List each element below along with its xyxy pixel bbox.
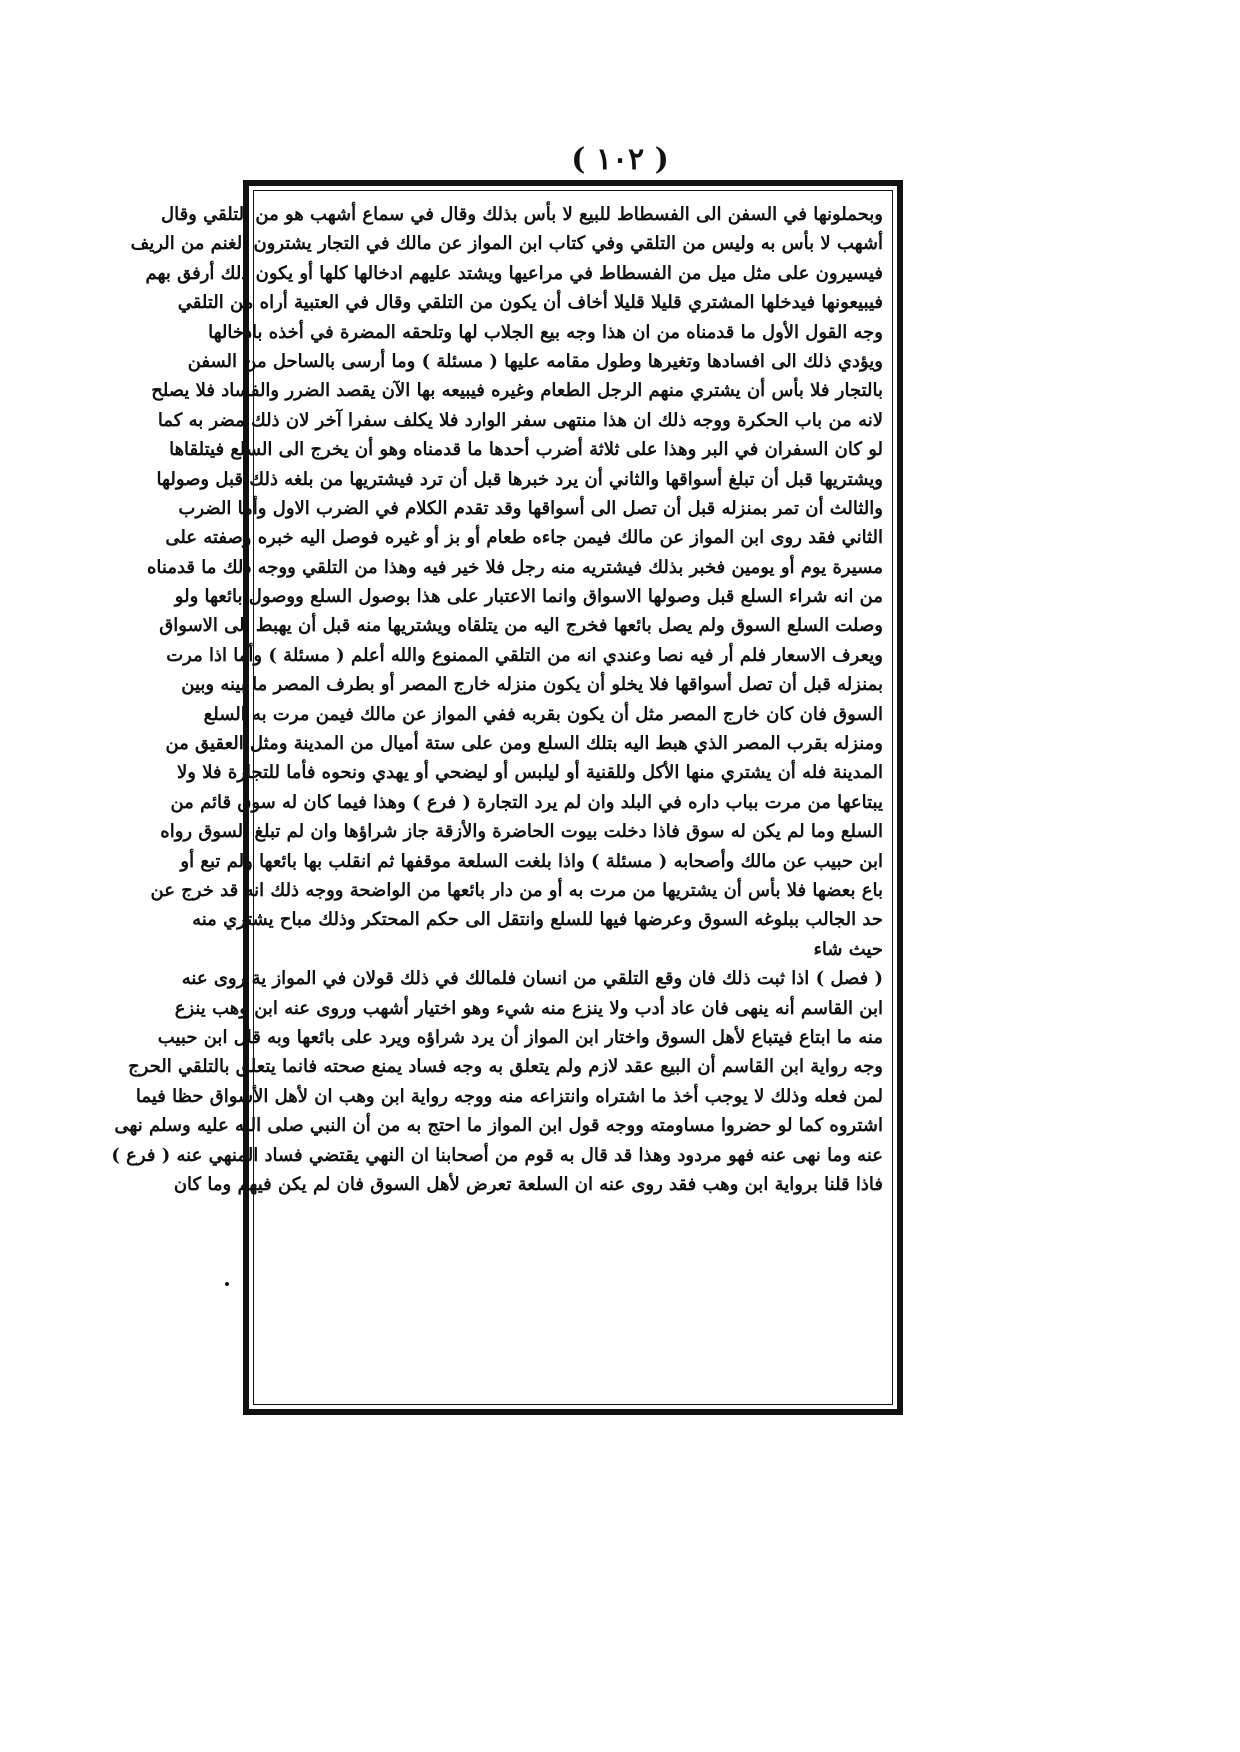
text-line: لو كان السفران في البر وهذا على ثلاثة أضرب أحدها ما قدمناه وهو أن يخرج الى السلع فيتلقاها [169,439,883,461]
text-line: لمن فعله وذلك لا يوجب أخذ ما اشتراه وانتزاعه منه ووجه رواية ابن وهب ان لأهل الأسواق حظا فيما [135,1085,883,1107]
text-line: الثاني فقد روى ابن المواز عن مالك فيمن جاءه طعام أو بز أو غيره فوصل اليه خبره وصفته على [165,527,883,549]
text-line: المدينة فله أن يشتري منها الأكل وللقنية أو ليلبس أو ليضحي أو يهدي ونحوه فأما للتجارة فلا ولا [177,762,883,784]
text-line: ( فصل ) اذا ثبت ذلك فان وقع التلقي من انسان فلمالك في ذلك قولان في المواز ية روى عنه [181,968,883,990]
text-line: فاذا قلنا برواية ابن وهب فقد روى عنه ان السلعة تعرض لأهل السوق فان لم يكن فيهم وما كان [173,1173,883,1195]
text-line: ومنزله بقرب المصر الذي هبط اليه بتلك السلع ومن على ستة أميال من المدينة ومثل العقيق من [165,733,883,755]
text-line: حيث شاء [813,938,883,960]
text-line: اشتروه كما لو حضروا مساومته ووجه قول ابن المواز ما احتج به من أن النبي صلى الله عليه وسلم نهى [114,1115,883,1137]
text-line: بمنزله قبل أن تصل أسواقها فلا يخلو أن يكون منزله خارج المصر أو بطرف المصر ما بينه وبين [181,674,883,696]
text-line: حد الجالب ببلوغه السوق وعرضها فيها للسلع وانتقل الى حكم المحتكر وذلك مباح يشتري منه [192,909,883,931]
text-line [263,1199,883,1228]
text-line: ويعرف الاسعار فلم أر فيه نصا وعندي انه من التلقي الممنوع والله أعلم ( مسئلة ) وأما اذا مرت [166,644,883,666]
text-line: فيبيعونها فيدخلها المشتري قليلا قليلا أخاف أن يكون من التلقي وقال في العتبية أراه من التلقي [177,292,883,314]
text-line: أشهب لا بأس به وليس من التلقي وفي كتاب ابن المواز عن مالك في التجار يشترون الغنم من الريف [130,233,883,255]
text-line: ابن حبيب عن مالك وأصحابه ( مسئلة ) واذا بلغت السلعة موقفها ثم انقلب بها بائعها ولم تبع أو [180,850,883,872]
text-line: وجه القول الأول ما قدمناه من ان هذا وجه بيع الجلاب لها وتلحقه المضرة في أخذه بادخالها [208,321,883,343]
text-line: فيسيرون على مثل ميل من الفسطاط في مراعيها ويشتد عليهم ادخالها كلها أو يكون ذلك أرفق بهم [145,262,883,284]
text-line: ابن القاسم أنه ينهى فان عاد أدب ولا ينزع منه شيء وهو اختيار أشهب وروى عنه ابن وهب ينزع [174,997,883,1019]
text-frame [111,180,903,1415]
text-line: لانه من باب الحكرة ووجه ذلك ان هذا منتهى سفر الوارد فلا يكلف سفرا آخر لان ذلك مضر به كما [157,409,883,431]
text-block [111,200,883,1397]
margin-mark [225,1282,229,1286]
text-line: عنه وما نهى عنه فهو مردود وهذا قد قال به قوم من أصحابنا ان النهي يقتضي فساد المنهي عنه ( فرع ) [111,1144,883,1166]
text-line: مسيرة يوم أو يومين فخبر بذلك فيشتريه منه رجل فلا خير فيه وهذا من التلقي ووجه ذلك ما قدمناه [147,556,883,578]
text-line: وبحملونها في السفن الى الفسطاط للبيع لا بأس بذلك وقال في سماع أشهب هو من التلقي وقال [161,204,883,225]
text-line: بالتجار فلا بأس أن يشتري منهم الرجل الطعام وغيره فيبيعه بها الآن يقصد الضرر والفساد فلا يصلح [151,380,883,402]
text-line: وجه رواية ابن القاسم أن البيع عقد لازم ولم يتعلق به وجه فساد يمنع صحته فانما يتعلق بالتلقي الحرج [128,1056,883,1078]
text-line: من انه شراء السلع قبل وصولها الاسواق وانما الاعتبار على هذا بوصول السلع ووصول بائعها ولو [174,586,883,608]
text-line: وصلت السلع السوق ولم يصل بائعها فخرج اليه من يتلقاه ويشتريها منه قبل أن يهبط الى الاسواق [159,615,883,637]
text-line: السلع وما لم يكن له سوق فاذا دخلت بيوت الحاضرة والأزقة جاز شراؤها وان لم تبلغ السوق رواه [160,821,883,843]
text-line: السوق فان كان خارج المصر مثل أن يكون بقربه ففي المواز عن مالك فيمن مرت به السلع [203,703,883,725]
page-number: ( ١٠٢ ) [571,142,669,177]
text-line: والثالث أن تمر بمنزله قبل أن تصل الى أسواقها وقد تقدم الكلام في الضرب الاول وأما الضرب [178,497,883,519]
text-line: ويؤدي ذلك الى افسادها وتغيرها وطول مقامه عليها ( مسئلة ) وما أرسى بالساحل من السفن [187,350,883,372]
text-line: ويشتريها قبل أن تبلغ أسواقها والثاني أن يرد خبرها قبل أن ترد فيشتريها من بلغه ذلك قبل وصولها [156,468,883,490]
text-line: يبتاعها من مرت بباب داره في البلد وان لم يرد التجارة ( فرع ) وهذا فيما كان له سوق قائم من [170,791,883,813]
text-line: باع بعضها فلا بأس أن يشتريها من مرت به أو من دار بائعها من الواضحة ووجه ذلك انه قد خرج عن [150,879,883,901]
text-line: منه ما ابتاع فيتباع لأهل السوق واختار ابن المواز أن يرد شراؤه ويرد على بائعها وبه قال ابن حبيب [157,1026,883,1048]
